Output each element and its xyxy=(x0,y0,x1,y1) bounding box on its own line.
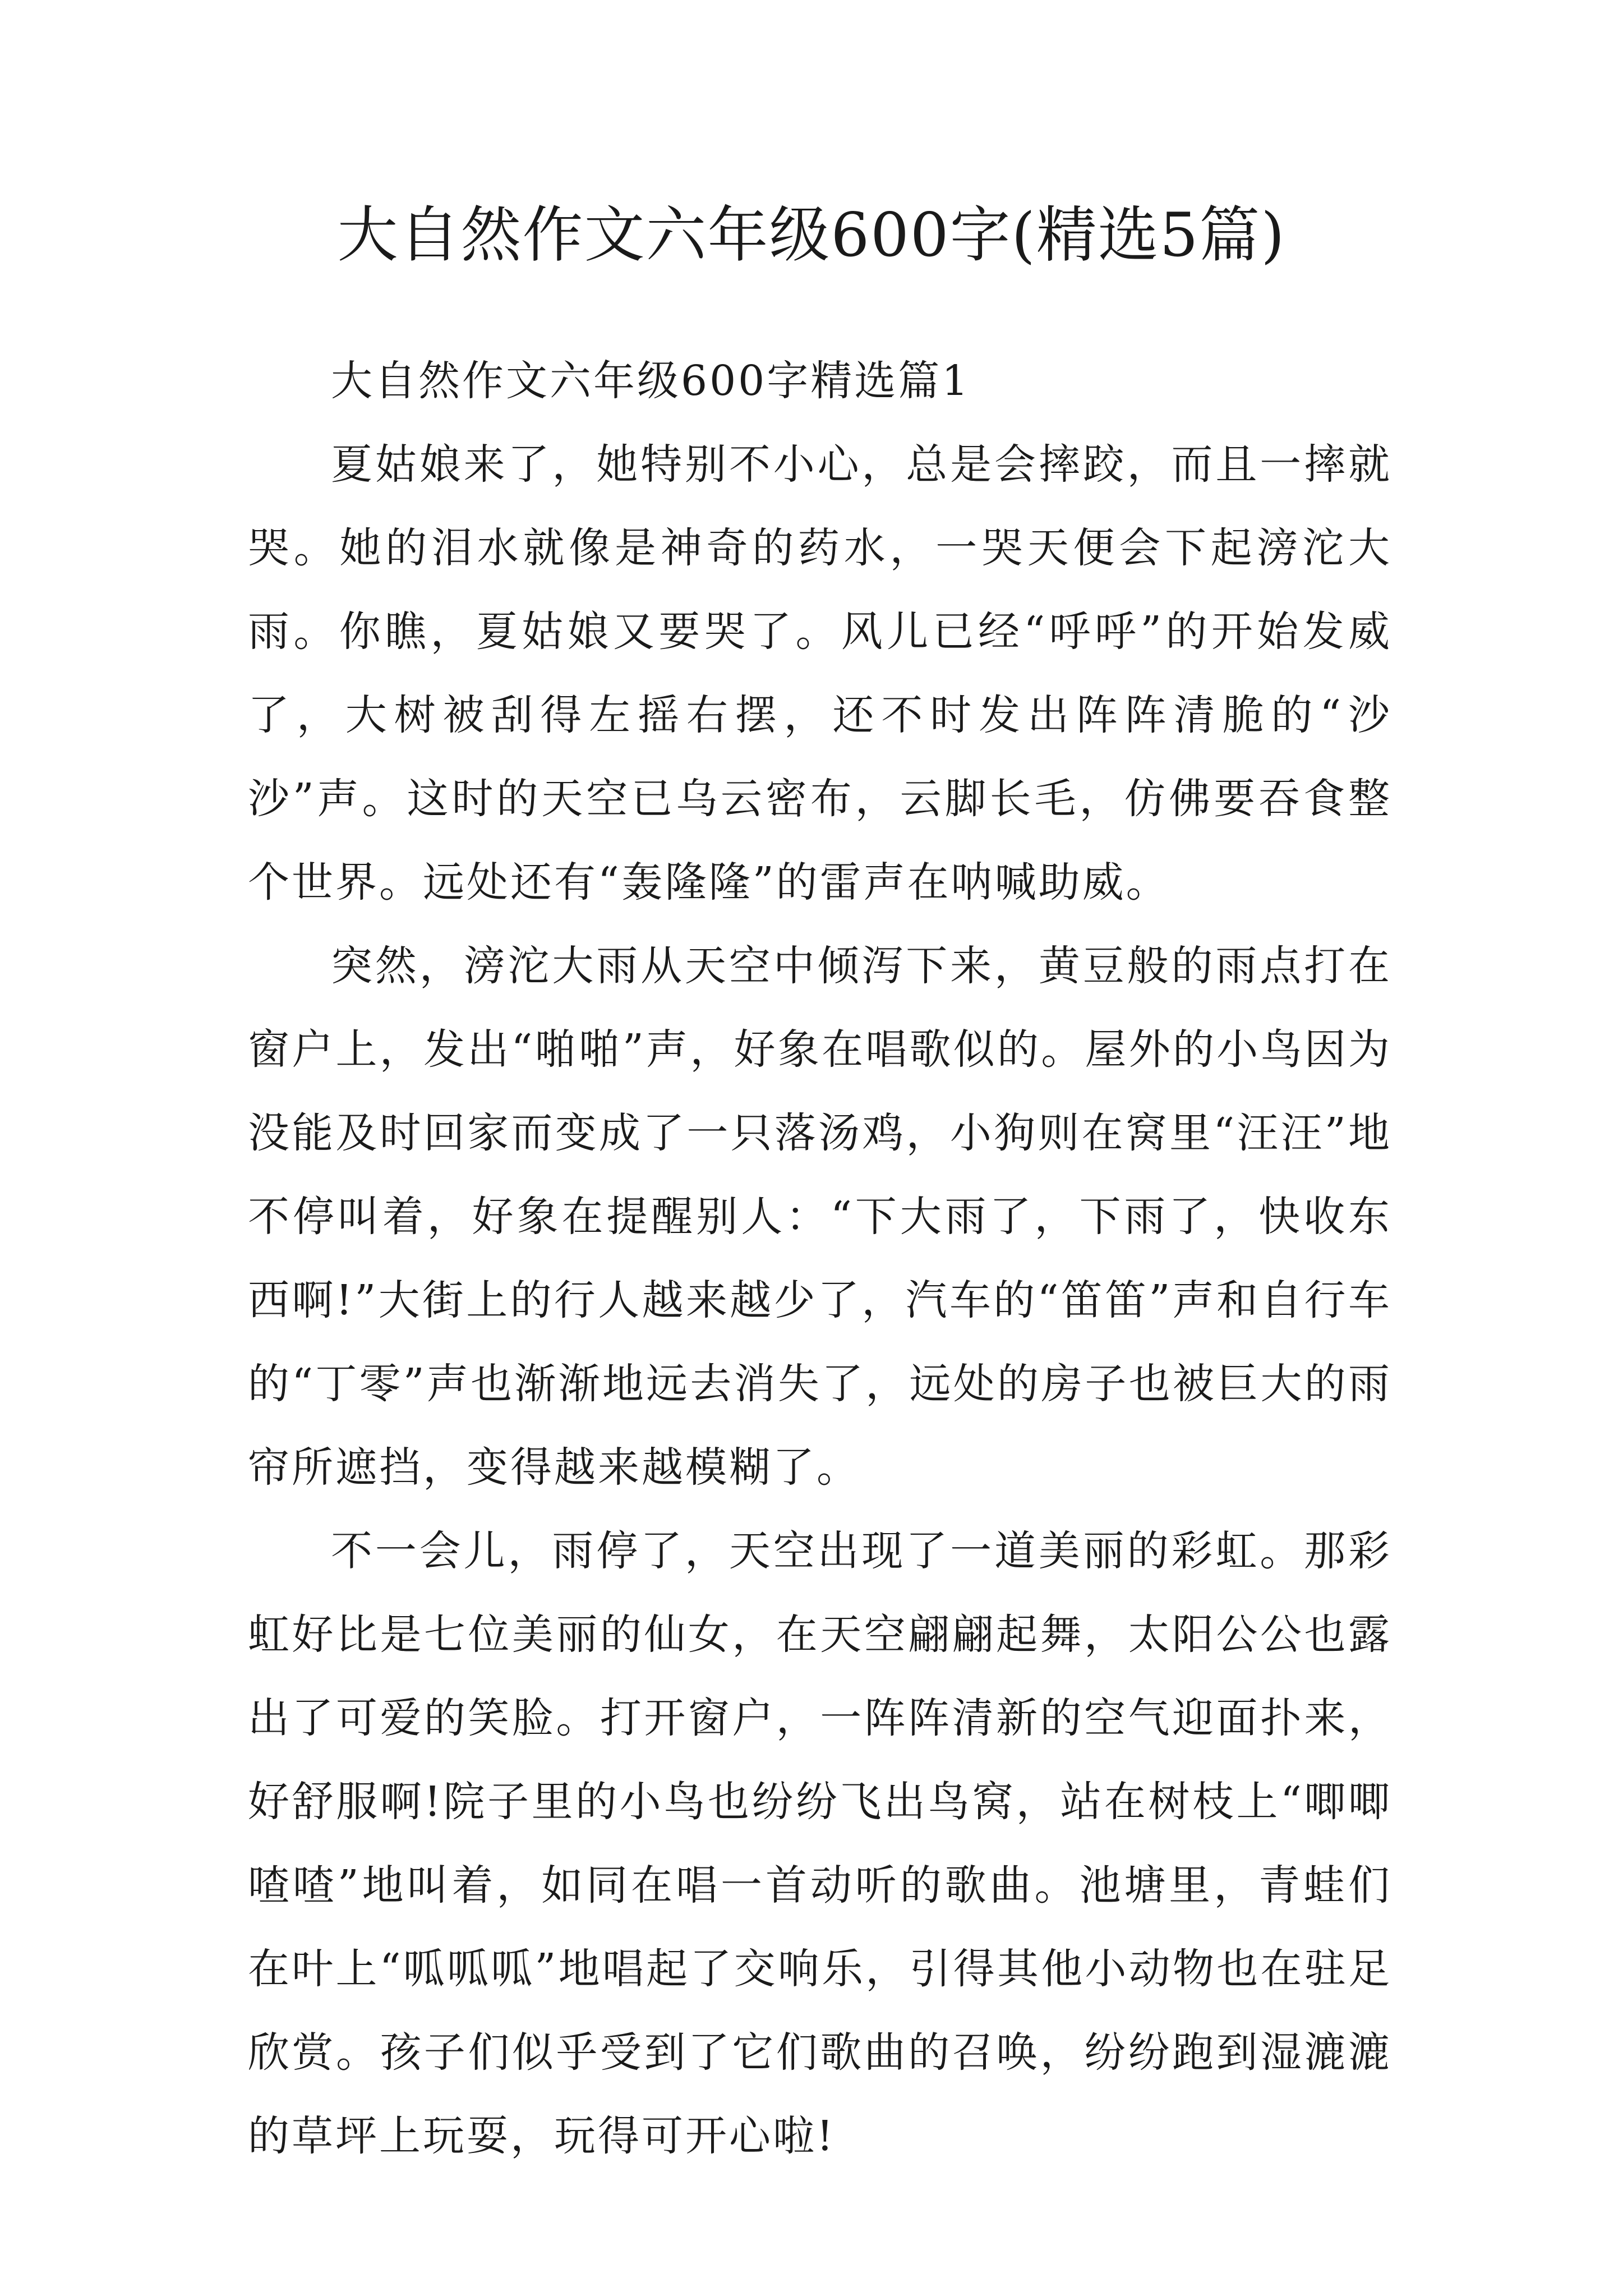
document-title: 大自然作文六年级600字(精选5篇) xyxy=(337,200,1286,270)
document-body xyxy=(248,339,1392,2178)
paragraph-2: 突然，滂沱大雨从天空中倾泻下来，黄豆般的雨点打在窗户上，发出“啪啪”声，好象在唱歌似的。屋外的小鸟因为没能及时回家而变成了一只落汤鸡，小狗则在窝里“汪汪”地不停叫着，好象在提醒别人：“下大雨了，下雨了，快收东西啊!”大街上的行人越来越少了，汽车的“笛笛”声和自行车的“丁零”声也渐渐地远去消失了，远处的房子也被巨大的雨帘所遮挡，变得越来越模糊了。 xyxy=(248,942,1392,1492)
paragraph-1: 夏姑娘来了，她特别不小心，总是会摔跤，而且一摔就哭。她的泪水就像是神奇的药水，一哭天便会下起滂沱大雨。你瞧，夏姑娘又要哭了。风儿已经“呼呼”的开始发威了，大树被刮得左摇右摆，还不时发出阵阵清脆的“沙沙”声。这时的天空已乌云密布，云脚长毛，仿佛要吞食整个世界。远处还有“轰隆隆”的雷声在呐喊助威。 xyxy=(248,440,1392,907)
paragraph-3: 不一会儿，雨停了，天空出现了一道美丽的彩虹。那彩虹好比是七位美丽的仙女，在天空翩翩起舞，太阳公公也露出了可爱的笑脸。打开窗户，一阵阵清新的空气迎面扑来，好舒服啊!院子里的小鸟也纷纷飞出鸟窝，站在树枝上“唧唧喳喳”地叫着，如同在唱一首动听的歌曲。池塘里，青蛙们在叶上“呱呱呱”地唱起了交响乐，引得其他小动物也在驻足欣赏。孩子们似乎受到了它们歌曲的召唤，纷纷跑到湿漉漉的草坪上玩耍，玩得可开心啦! xyxy=(248,1527,1392,2160)
section-heading: 大自然作文六年级600字精选篇1 xyxy=(331,357,971,405)
